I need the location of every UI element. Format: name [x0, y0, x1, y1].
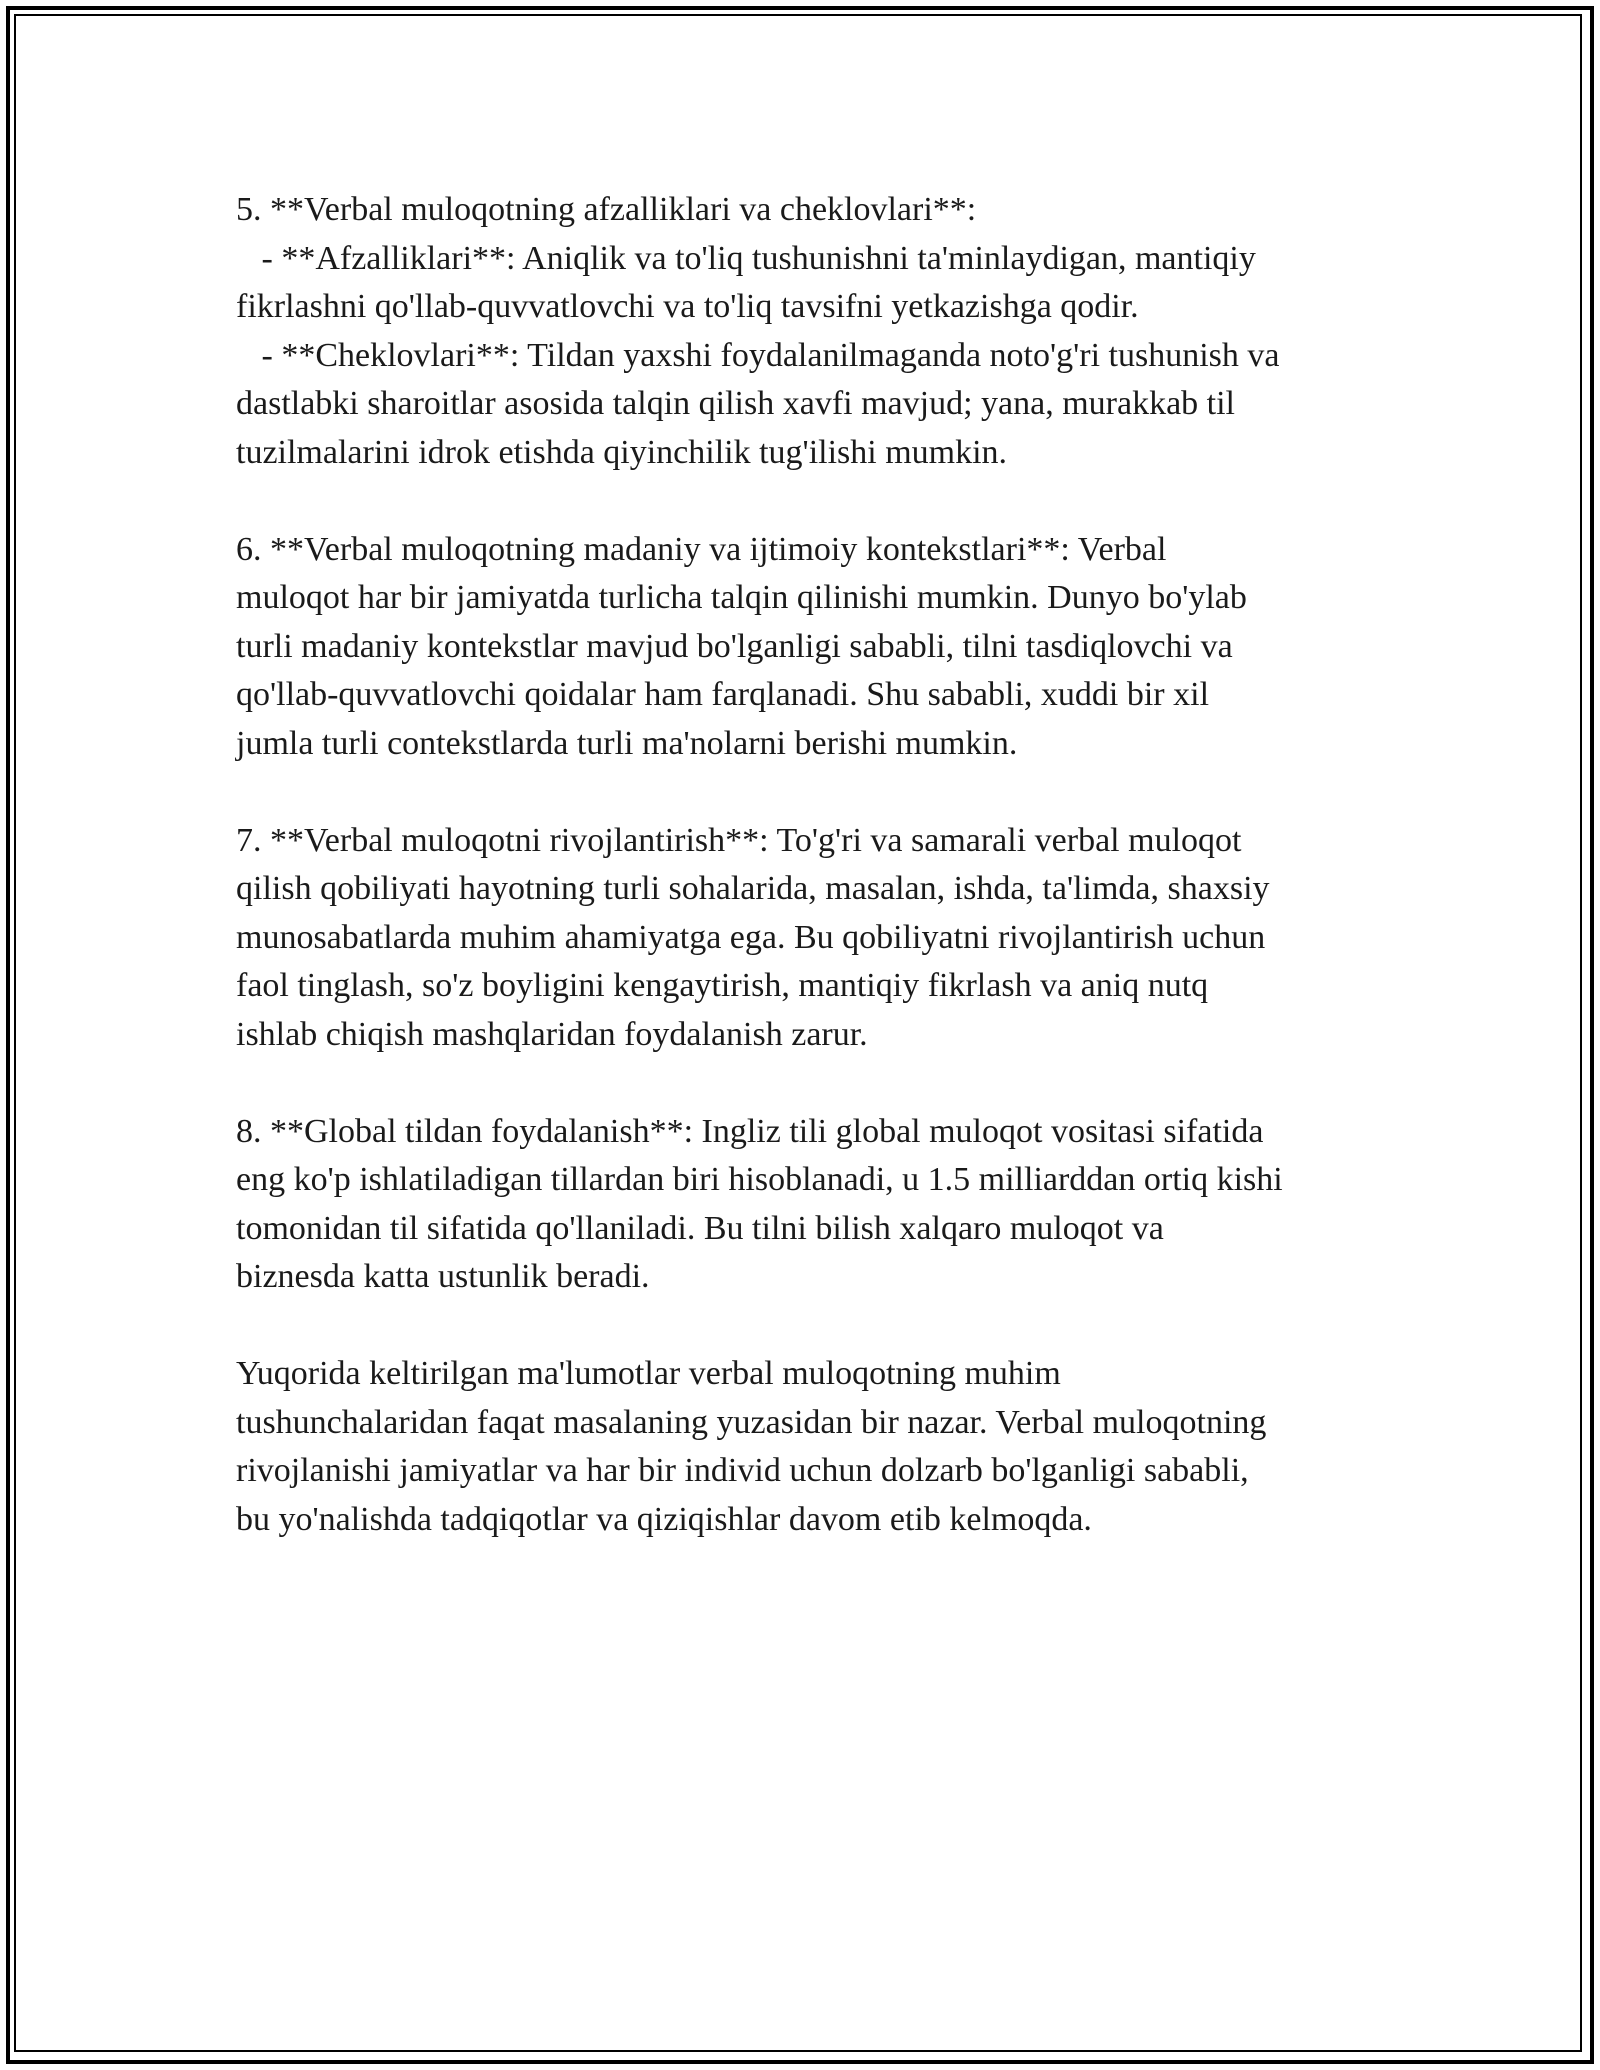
- section-5-advantages-limitations: [236, 186, 1386, 477]
- text-line: muloqot har bir jamiyatda turlicha talqin qilinishi mumkin. Dunyo bo'ylab: [236, 579, 1247, 616]
- text-line: ishlab chiqish mashqlaridan foydalanish zarur.: [236, 1015, 868, 1053]
- text-line: dastlabki sharoitlar asosida talqin qilish xavfi mavjud; yana, murakkab til: [236, 385, 1235, 422]
- text-line: qo'llab-quvvatlovchi qoidalar ham farqlanadi. Shu sababli, xuddi bir xil: [236, 676, 1210, 713]
- text-line: qilish qobiliyati hayotning turli sohalarida, masalan, ishda, ta'limda, shaxsiy: [236, 870, 1270, 907]
- section-8-global-language: [236, 1108, 1386, 1302]
- text-line: - **Afzalliklari**: Aniqlik va to'liq tushunishni ta'minlaydigan, mantiqiy: [236, 239, 1256, 277]
- text-line: fikrlashni qo'llab-quvvatlovchi va to'liq tavsifni yetkazishga qodir.: [236, 288, 1139, 325]
- text-line: 5. **Verbal muloqotning afzalliklari va cheklovlari**:: [236, 191, 977, 228]
- text-line: 8. **Global tildan foydalanish**: Ingliz tili global muloqot vositasi sifatida: [236, 1112, 1264, 1150]
- paragraph-gap: [236, 477, 1386, 526]
- text-line: eng ko'p ishlatiladigan tillardan biri hisoblanadi, u 1.5 milliarddan ortiq kishi: [236, 1161, 1283, 1198]
- text-line: - **Cheklovlari**: Tildan yaxshi foydalanilmaganda noto'g'ri tushunish va: [236, 336, 1280, 374]
- text-line: jumla turli contekstlarda turli ma'nolarni berishi mumkin.: [236, 724, 1018, 762]
- conclusion-paragraph: [236, 1350, 1386, 1544]
- section-7-development: [236, 817, 1386, 1060]
- paragraph-gap: [236, 768, 1386, 817]
- paragraph-gap: [236, 1302, 1386, 1351]
- text-line: 7. **Verbal muloqotni rivojlantirish**: To'g'ri va samarali verbal muloqot: [236, 821, 1242, 859]
- text-line: rivojlanishi jamiyatlar va har bir individ uchun dolzarb bo'lganligi sababli,: [236, 1452, 1249, 1489]
- text-line: tomonidan til sifatida qo'llaniladi. Bu tilni bilish xalqaro muloqot va: [236, 1209, 1164, 1247]
- text-line: bu yo'nalishda tadqiqotlar va qiziqishlar davom etib kelmoqda.: [236, 1500, 1092, 1538]
- document-body: [236, 186, 1386, 1544]
- text-line: turli madaniy kontekstlar mavjud bo'lganligi sababli, tilni tasdiqlovchi va: [236, 627, 1233, 665]
- text-line: munosabatlarda muhim ahamiyatga ega. Bu qobiliyatni rivojlantirish uchun: [236, 918, 1266, 956]
- text-line: biznesda katta ustunlik beradi.: [236, 1258, 650, 1295]
- section-6-cultural-social-contexts: [236, 526, 1386, 769]
- text-line: 6. **Verbal muloqotning madaniy va ijtimoiy kontekstlari**: Verbal: [236, 530, 1167, 568]
- text-line: faol tinglash, so'z boyligini kengaytirish, mantiqiy fikrlash va aniq nutq: [236, 967, 1209, 1004]
- text-line: Yuqorida keltirilgan ma'lumotlar verbal muloqotning muhim: [236, 1355, 1061, 1392]
- paragraph-gap: [236, 1059, 1386, 1108]
- text-line: tushunchalaridan faqat masalaning yuzasidan bir nazar. Verbal muloqotning: [236, 1403, 1267, 1441]
- text-line: tuzilmalarini idrok etishda qiyinchilik tug'ilishi mumkin.: [236, 433, 1008, 471]
